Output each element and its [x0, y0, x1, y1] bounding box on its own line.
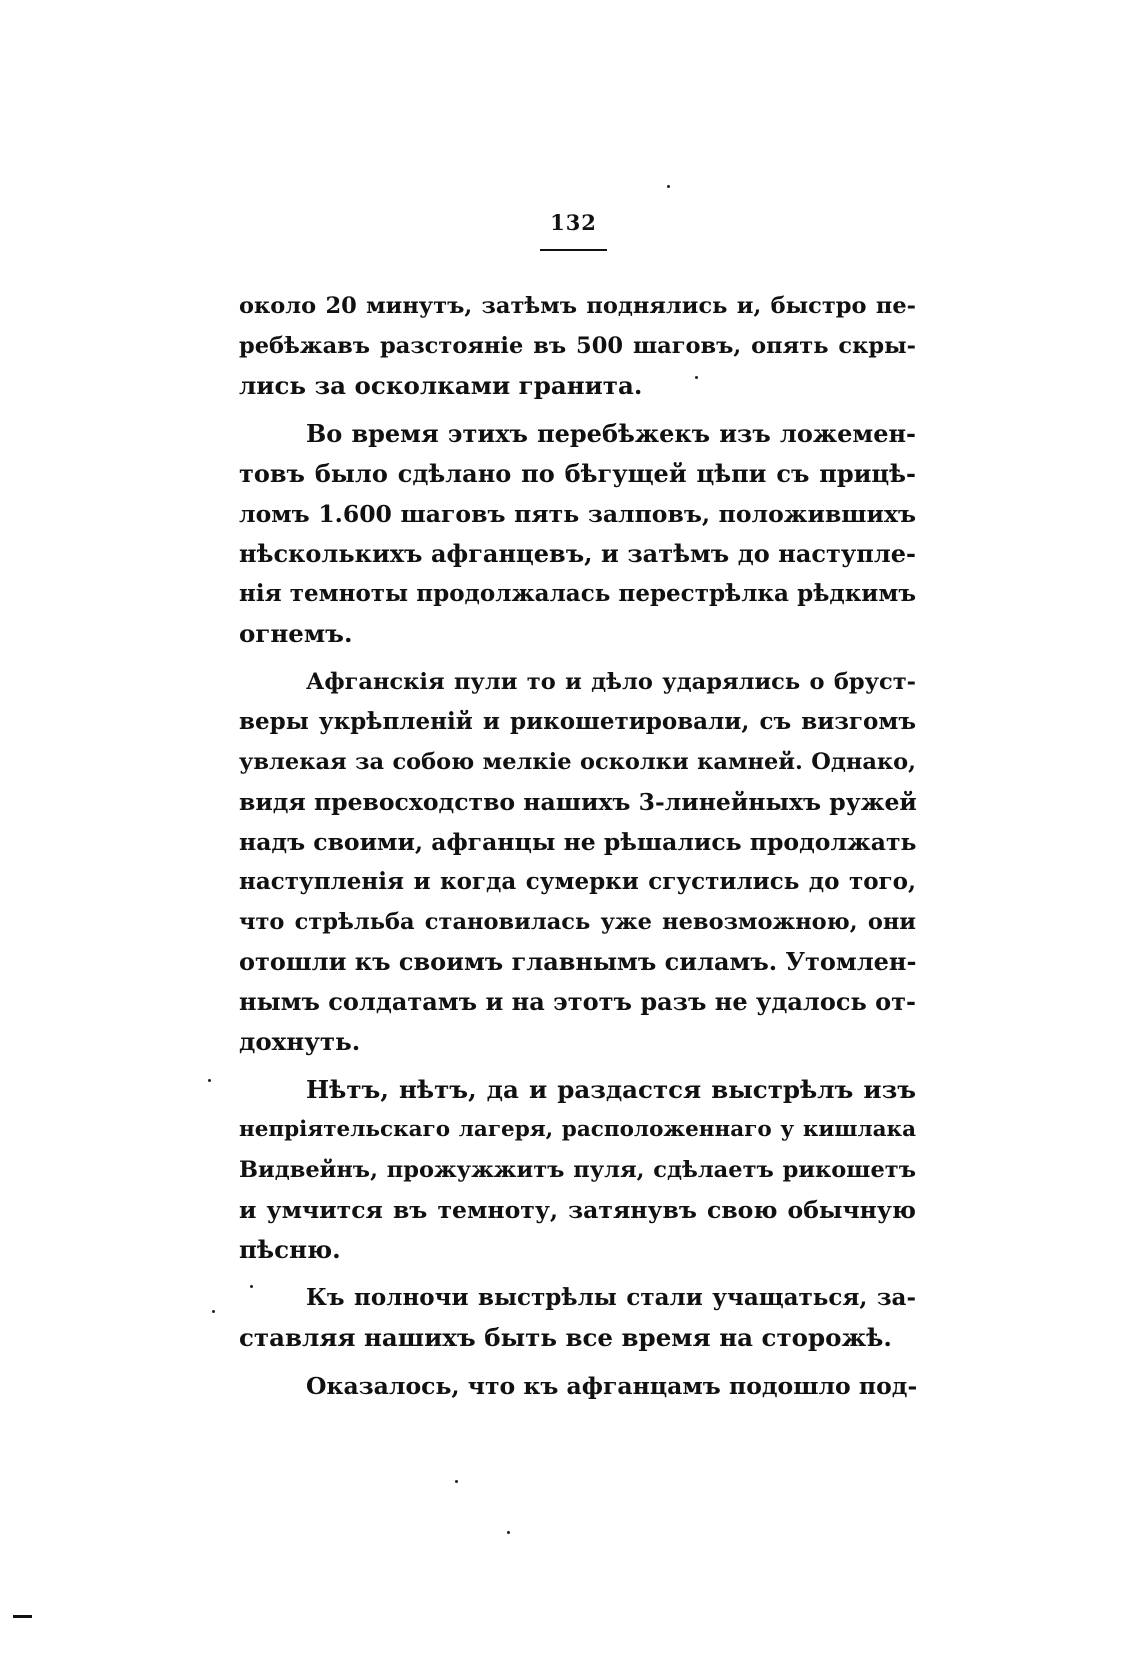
text-line: Видвейнъ, прожужжитъ пуля, сдѣлаетъ рикошетъ — [239, 1157, 916, 1183]
paragraph — [239, 414, 916, 654]
text-line: Оказалось, что къ афганцамъ подошло под- — [306, 1372, 918, 1400]
text-line: видя превосходство нашихъ 3-линейныхъ ружей — [239, 788, 917, 816]
header-rule — [540, 249, 607, 251]
scan-speck — [695, 376, 698, 379]
paragraph-gap — [239, 1270, 916, 1278]
page-number: 132 — [550, 210, 597, 235]
scan-speck — [455, 1480, 458, 1483]
paragraph-gap — [239, 654, 916, 662]
text-line: дохнуть. — [239, 1027, 361, 1056]
text-line: около 20 минутъ, затѣмъ поднялись и, быстро пе- — [239, 293, 916, 319]
text-line: отошли къ своимъ главнымъ силамъ. Утомлен- — [239, 947, 917, 976]
paragraph — [239, 1070, 916, 1270]
scan-speck — [212, 1310, 215, 1313]
text-line: ставляя нашихъ быть все время на сторожѣ. — [239, 1323, 892, 1352]
text-line: Къ полночи выстрѣлы стали учащаться, за- — [306, 1284, 916, 1311]
text-line: наступленія и когда сумерки сгустились до того, — [239, 868, 916, 895]
paragraph-gap — [239, 406, 916, 414]
paragraph — [239, 1366, 916, 1406]
text-line: непріятельскаго лагеря, расположеннаго у кишлака — [239, 1117, 916, 1142]
text-line: Во время этихъ перебѣжекъ изъ ложемен- — [306, 419, 916, 448]
scan-speck — [507, 1531, 510, 1534]
margin-mark — [13, 1615, 32, 1618]
paragraph — [239, 662, 916, 1062]
text-line: ломъ 1.600 шаговъ пять залповъ, положившихъ — [239, 500, 916, 528]
text-line: нѣсколькихъ афганцевъ, и затѣмъ до наступле- — [239, 539, 916, 568]
text-line: Нѣтъ, нѣтъ, да и раздастся выстрѣлъ изъ — [306, 1075, 916, 1104]
paragraph-gap — [239, 1358, 916, 1366]
text-line: увлекая за собою мелкіе осколки камней. Однако, — [239, 749, 916, 775]
text-line: нія темноты продолжалась перестрѣлка рѣдкимъ — [239, 580, 916, 607]
text-line: лись за осколками гранита. — [239, 371, 643, 400]
text-line: и умчится въ темноту, затянувъ свою обычную — [239, 1196, 916, 1224]
text-line: надъ своими, афганцы не рѣшались продолжать — [239, 828, 917, 856]
scan-speck — [667, 185, 670, 188]
text-body — [239, 286, 916, 1406]
text-line: что стрѣльба становилась уже невозможною, они — [239, 909, 916, 935]
paragraph — [239, 1278, 916, 1358]
text-line: товъ было сдѣлано по бѣгущей цѣпи съ прицѣ- — [239, 459, 916, 488]
text-line: пѣсню. — [239, 1235, 341, 1264]
paragraph-gap — [239, 1062, 916, 1070]
scan-speck — [208, 1079, 211, 1082]
scan-speck — [250, 1285, 253, 1288]
text-line: Афганскія пули то и дѣло ударялись о бруст- — [306, 669, 916, 695]
text-line: огнемъ. — [239, 619, 353, 648]
text-line: нымъ солдатамъ и на этотъ разъ не удалось от- — [239, 987, 916, 1016]
text-line: ребѣжавъ разстояніе въ 500 шаговъ, опять скры- — [239, 333, 916, 359]
text-line: веры укрѣпленій и рикошетировали, съ визгомъ — [239, 708, 916, 735]
paragraph — [239, 286, 916, 406]
